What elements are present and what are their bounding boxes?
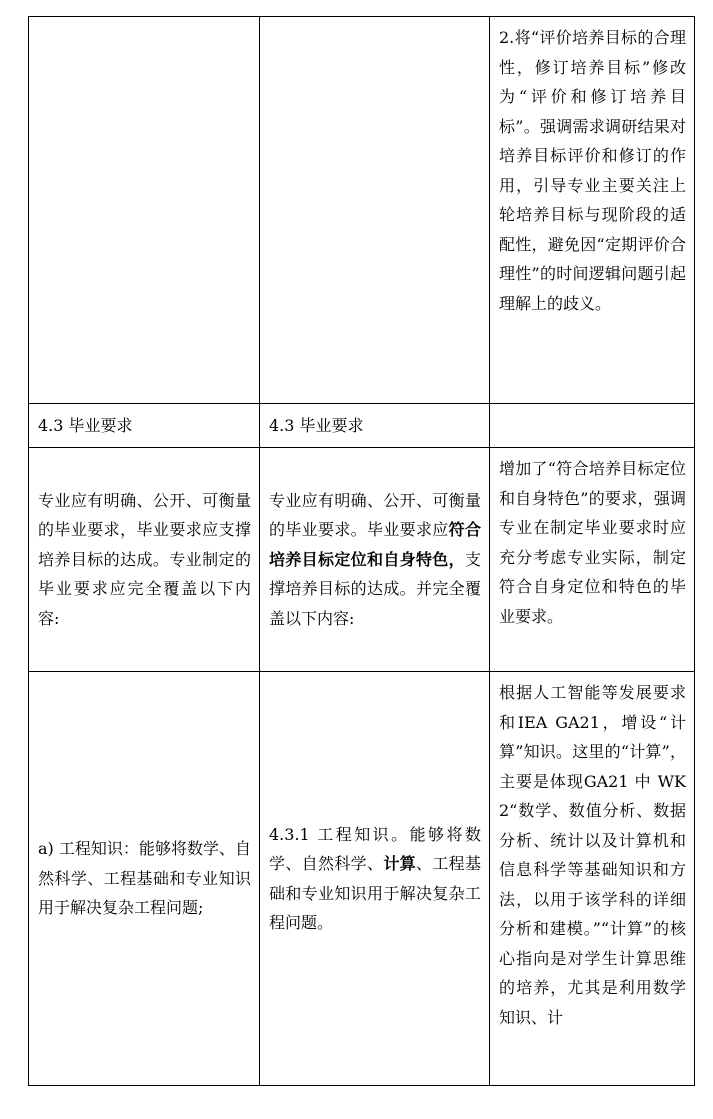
old-standard-cell: a) 工程知识：能够将数学、自然科学、工程基础和专业知识用于解决复杂工程问题; [29,672,260,1086]
new-standard-cell [260,448,490,672]
revision-note-cell: 增加了“符合培养目标定位和自身特色”的要求，强调专业在制定毕业要求时应充分考虑专业实际，制定符合自身定位和特色的毕业要求。 [490,448,695,672]
old-standard-section-heading: 4.3 毕业要求 [29,404,260,448]
highlighted-text: 符合培养目标定位和自身特色， [269,520,481,569]
old-standard-cell: 专业应有明确、公开、可衡量的毕业要求，毕业要求应支撑培养目标的达成。专业制定的毕业要求应完全覆盖以下内容: [29,448,260,672]
revision-note-cell: 2.将“评价培养目标的合理性，修订培养目标”修改为“评价和修订培养目标”。强调需求调研结果对培养目标评价和修订的作用，引导专业主要关注上轮培养目标与现阶段的适配性，避免因“定期评价合理性”的时间逻辑问题引起理解上的歧义。 [490,17,695,404]
cell-text: 4.3.1 工程知识。能够将数学、自然科学、 [269,824,481,873]
revision-note-cell: 根据人工智能等发展要求和IEA GA21，增设“计算”知识。这里的“计算”，主要是体现GA21 中 WK2“数学、数值分析、数据分析、统计以及计算机和信息科学等基础知识和方法，以用于该学科的详细分析和建模。”“计算”的核心指向是对学生计算思维的培养，尤其是利用数学知识、计 [490,672,695,1086]
table-row [29,404,695,448]
new-standard-cell [260,672,490,1086]
table-row [29,17,695,404]
revision-note-cell [490,404,695,448]
table-row [29,672,695,1086]
new-standard-cell [260,17,490,404]
old-standard-cell [29,17,260,404]
highlighted-text: 计算 [383,854,416,873]
cell-text: 支撑培养目标的达成。并完全覆盖以下内容: [269,549,481,628]
cell-text: 、工程基础和专业知识用于解决复杂工程问题。 [269,854,481,932]
comparison-table [28,16,695,1086]
table-row [29,448,695,672]
new-standard-section-heading: 4.3 毕业要求 [260,404,490,448]
cell-text: 专业应有明确、公开、可衡量的毕业要求。毕业要求应 [269,490,481,540]
